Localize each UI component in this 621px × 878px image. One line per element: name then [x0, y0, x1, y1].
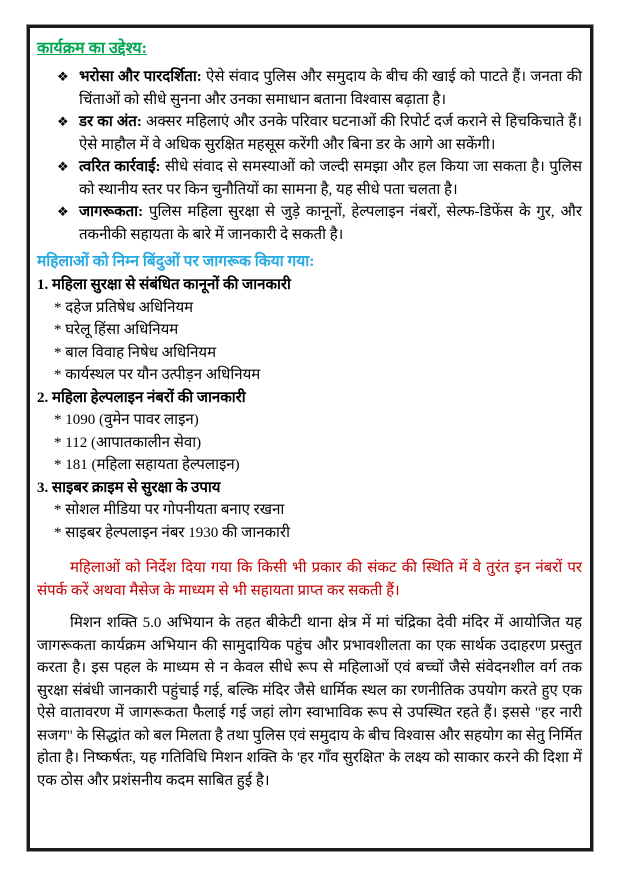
item-title: महिला हेल्पलाइन नंबरों की जानकारी: [52, 389, 246, 406]
objective-text: ऐसे संवाद पुलिस और समुदाय के बीच की खाई को पाटते हैं। जनता की चिंताओं को सीधे सुनना और उनका समाधान बताना विश्वास बढ़ाता है।: [79, 69, 582, 108]
objective-item: [37, 66, 582, 111]
objective-text: अक्सर महिलाएं और उनके परिवार घटनाओं की रिपोर्ट दर्ज कराने से हिचकिचाते हैं। ऐसे माहौल में वे अधिक सुरक्षित महसूस करेंगी और बिना डर के आगे आ सकेंगी।: [79, 114, 582, 153]
objective-label: त्वरित कार्रवाई:: [79, 159, 161, 175]
awareness-list: [37, 274, 582, 544]
subitem-text: 112 (आपातकालीन सेवा): [65, 434, 202, 451]
subitem-text: बाल विवाह निषेध अधिनियम: [65, 344, 217, 361]
page-border-frame: [27, 25, 593, 851]
awareness-item-heading: [37, 387, 582, 410]
asterisk-marker: *: [54, 524, 62, 541]
objective-item: [37, 111, 582, 156]
asterisk-marker: *: [54, 502, 62, 518]
awareness-section-heading: महिलाओं को निम्न बिंदुओं पर जागरूक किया गया:: [37, 253, 315, 270]
awareness-subitem: [37, 342, 582, 365]
awareness-item: [37, 274, 582, 387]
subitem-text: घरेलू हिंसा अधिनियम: [65, 322, 179, 338]
objective-label: भरोसा और पारदर्शिता:: [79, 69, 202, 85]
conclusion-paragraph: मिशन शक्ति 5.0 अभियान के तहत बीकेटी थाना क्षेत्र में मां चंद्रिका देवी मंदिर में आयोजित यह जागरूकता कार्यक्रम अभियान की सामुदायिक पहुंच और प्रभावशीलता का एक सार्थक उदाहरण प्रस्तुत करता है। इस पहल के माध्यम से न केवल सीधे रूप से महिलाओं एवं बच्चों जैसे संवेदनशील वर्ग तक सुरक्षा संबंधी जानकारी पहुंचाई गई, बल्कि मंदिर जैसे धार्मिक स्थल का रणनीतिक उपयोग करते हुए एक ऐसे वातावरण में जागरूकता फैलाई गई जहां लोग स्वाभाविक रूप से उपस्थित रहते हैं। इससे "हर नारी सजग" के सिद्धांत को बल मिलता है तथा पुलिस एवं समुदाय के बीच विश्वास और सहयोग का सेतु निर्मित होता है। निष्कर्षतः, यह गतिविधि मिशन शक्ति के 'हर गाँव सुरक्षित' के लक्ष्य को साकार करने की दिशा में एक ठोस और प्रशंसनीय कदम साबित हुई है।: [37, 615, 582, 789]
objective-text: पुलिस महिला सुरक्षा से जुड़े कानूनों, हेल्पलाइन नंबरों, सेल्फ-डिफेंस के गुर, और तकनीकी सहायता के बारे में जानकारी दे सकती है।: [79, 204, 583, 243]
objective-item: [37, 156, 582, 201]
subitem-text: दहेज प्रतिषेध अधिनियम: [65, 299, 194, 316]
awareness-subitem: [37, 522, 582, 545]
subitem-text: 1090 (वुमेन पावर लाइन): [65, 412, 199, 428]
awareness-subitem: [37, 297, 582, 320]
diamond-bullet-icon: ❖: [57, 205, 69, 220]
awareness-subitem: [37, 409, 582, 432]
awareness-subitem: [37, 499, 582, 522]
subitem-text: 181 (महिला सहायता हेल्पलाइन): [65, 457, 240, 473]
asterisk-marker: *: [54, 344, 62, 361]
awareness-subitem: [37, 432, 582, 455]
item-title: महिला सुरक्षा से संबंधित कानूनों की जानकारी: [52, 277, 291, 293]
item-title: साइबर क्राइम से सुरक्षा के उपाय: [52, 479, 221, 496]
awareness-item: [37, 387, 582, 477]
diamond-bullet-icon: ❖: [57, 70, 69, 85]
asterisk-marker: *: [54, 299, 62, 316]
awareness-item-heading: [37, 477, 582, 500]
awareness-subitems: [37, 409, 582, 477]
awareness-subitem: [37, 319, 582, 342]
asterisk-marker: *: [54, 412, 62, 428]
subitem-text: कार्यस्थल पर यौन उत्पीड़न अधिनियम: [65, 367, 261, 383]
objective-label: डर का अंत:: [79, 114, 142, 130]
objective-label: जागरूकता:: [79, 204, 144, 220]
asterisk-marker: *: [54, 367, 62, 383]
item-number: 3.: [37, 479, 49, 496]
awareness-subitems: [37, 499, 582, 544]
objective-text: सीधे संवाद से समस्याओं को जल्दी समझा और हल किया जा सकता है। पुलिस को स्थानीय स्तर पर किन चुनौतियों का सामना है, यह सीधे पता चलता है।: [79, 159, 583, 198]
item-number: 1.: [37, 277, 49, 293]
objectives-list: [37, 66, 582, 246]
awareness-item: [37, 477, 582, 545]
objective-item: [37, 201, 582, 246]
awareness-subitem: [37, 454, 582, 477]
notice-paragraph: महिलाओं को निर्देश दिया गया कि किसी भी प्रकार की संकट की स्थिति में वे तुरंत इन नंबरों पर संपर्क करें अथवा मैसेज के माध्यम से भी सहायता प्राप्त कर सकती हैं।: [37, 560, 582, 599]
item-number: 2.: [37, 389, 49, 406]
diamond-bullet-icon: ❖: [57, 160, 69, 175]
asterisk-marker: *: [54, 434, 62, 451]
asterisk-marker: *: [54, 322, 62, 338]
page-title: कार्यक्रम का उद्देश्य:: [37, 40, 147, 57]
asterisk-marker: *: [54, 457, 62, 473]
subitem-text: साइबर हेल्पलाइन नंबर 1930 की जानकारी: [65, 524, 290, 541]
awareness-subitems: [37, 297, 582, 387]
awareness-item-heading: [37, 274, 582, 297]
awareness-subitem: [37, 364, 582, 387]
diamond-bullet-icon: ❖: [57, 115, 69, 130]
subitem-text: सोशल मीडिया पर गोपनीयता बनाए रखना: [65, 502, 285, 518]
